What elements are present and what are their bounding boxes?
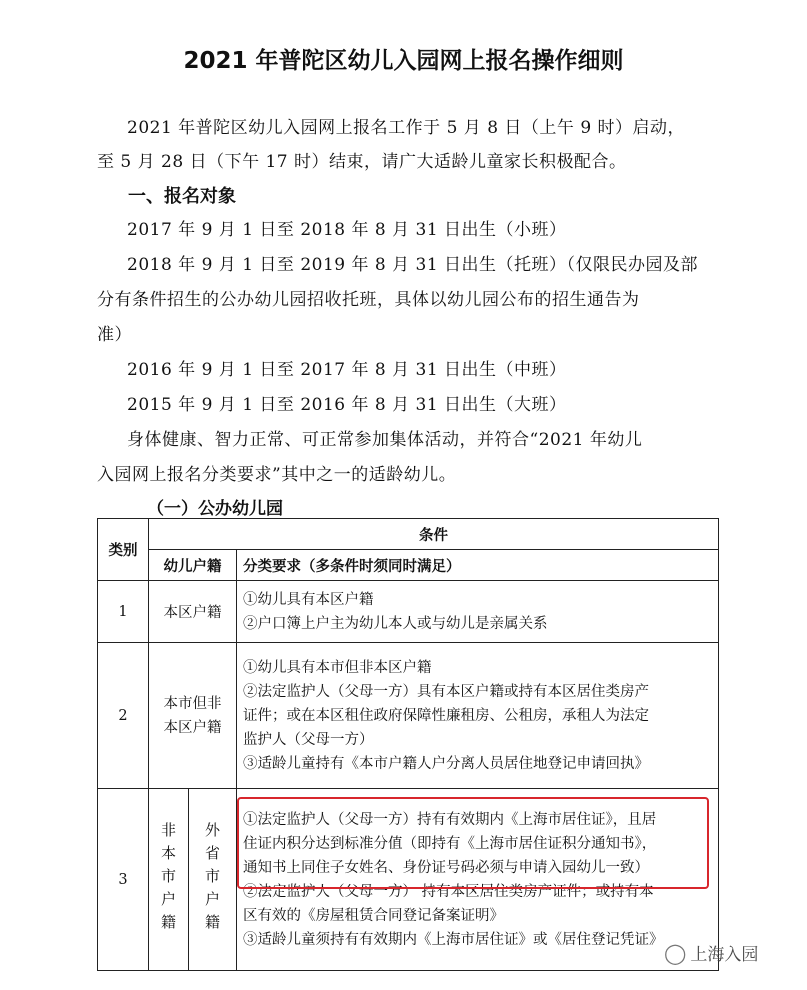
eligibility-line-2: 入园网上报名分类要求”其中之一的适龄幼儿。 [97, 465, 457, 485]
document-title: 2021 年普陀区幼儿入园网上报名操作细则 [183, 48, 624, 74]
birth-range-xiaoban: 2017 年 9 月 1 日至 2018 年 8 月 31 日出生（小班） [127, 220, 567, 240]
section-heading: 一、报名对象 [128, 186, 236, 207]
watermark [664, 940, 758, 965]
requirement-line: ②法定监护人（父母一方） 持有本区居住类房产证件；或持有本 [243, 883, 654, 900]
requirement-line: 通知书上同住子女姓名、身份证号码必须与申请入园幼儿一致） [243, 859, 649, 876]
classification-table [97, 518, 719, 971]
hukou-vertical-text: 非本市户籍 [159, 822, 177, 937]
requirement-line: ②户口簿上户主为幼儿本人或与幼儿是亲属关系 [243, 615, 548, 632]
row-hukou [149, 643, 237, 789]
hukou-vertical-text: 外省市户籍 [203, 822, 221, 937]
birth-range-tuoban: 2018 年 9 月 1 日至 2019 年 8 月 31 日出生（托班）（仅限民办园及部 [127, 255, 699, 275]
requirement-line: 监护人（父母一方） [243, 731, 374, 748]
wechat-icon: ◯ [664, 940, 687, 965]
tuoban-note-line-2: 准） [97, 325, 132, 345]
header-category: 类别 [98, 519, 149, 581]
requirement-line: ①幼儿具有本市但非本区户籍 [243, 659, 432, 676]
requirement-line: ①幼儿具有本区户籍 [243, 591, 374, 608]
birth-range-daban: 2015 年 9 月 1 日至 2016 年 8 月 31 日出生（大班） [127, 395, 567, 415]
header-requirements: 分类要求（多条件时须同时满足） [237, 550, 719, 581]
hukou-line: 本区户籍 [163, 719, 222, 736]
tuoban-note-line-1: 分有条件招生的公办幼儿园招收托班，具体以幼儿园公布的招生通告为 [97, 290, 640, 310]
requirement-line: ③适龄儿童须持有有效期内《上海市居住证》或《居住登记凭证》 [243, 931, 664, 948]
header-hukou: 幼儿户籍 [149, 550, 237, 581]
watermark-text: 上海入园 [690, 945, 759, 965]
subsection-heading: （一）公办幼儿园 [147, 499, 283, 519]
row-hukou-col2 [189, 789, 237, 971]
row-hukou-col1 [149, 789, 189, 971]
requirement-line: 住证内积分达到标准分值（即持有《上海市居住证积分通知书》， [243, 835, 657, 852]
intro-line-2: 至 5 月 28 日（下午 17 时）结束，请广大适龄儿童家长积极配合。 [97, 152, 627, 172]
row-requirements [237, 643, 719, 789]
eligibility-line-1: 身体健康、智力正常、可正常参加集体活动，并符合“2021 年幼儿 [127, 430, 643, 450]
requirement-line: ③适龄儿童持有《本市户籍人户分离人员居住地登记申请回执》 [243, 755, 649, 772]
row-hukou: 本区户籍 [149, 581, 237, 643]
table-row [98, 643, 719, 789]
requirement-line: ①法定监护人（父母一方）持有有效期内《上海市居住证》，且居 [243, 811, 657, 828]
hukou-line: 本市但非 [163, 695, 222, 712]
table-row [98, 581, 719, 643]
requirement-line: 区有效的《房屋租赁合同登记备案证明》 [243, 907, 504, 924]
requirement-line: ②法定监护人（父母一方）具有本区户籍或持有本区居住类房产 [243, 683, 649, 700]
row-number: 3 [98, 789, 149, 971]
intro-line-1: 2021 年普陀区幼儿入园网上报名工作于 5 月 8 日（上午 9 时）启动， [127, 118, 686, 138]
highlight-box [237, 797, 709, 889]
row-number: 1 [98, 581, 149, 643]
row-requirements [237, 581, 719, 643]
birth-range-zhongban: 2016 年 9 月 1 日至 2017 年 8 月 31 日出生（中班） [127, 360, 567, 380]
row-number: 2 [98, 643, 149, 789]
requirement-line: 证件；或在本区租住政府保障性廉租房、公租房，承租人为法定 [243, 707, 649, 724]
header-conditions: 条件 [149, 519, 719, 550]
